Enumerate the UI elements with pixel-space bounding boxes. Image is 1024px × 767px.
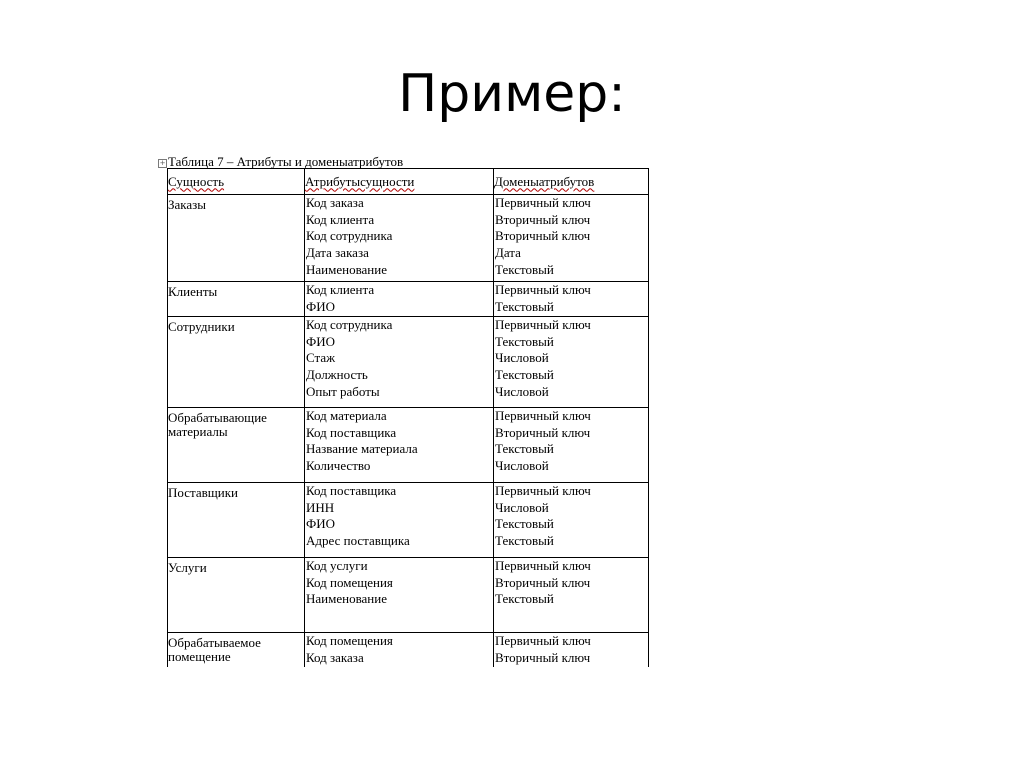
table-row (168, 483, 649, 558)
domain-item: Текстовый (495, 533, 554, 549)
attribute-item: Код сотрудника (306, 228, 393, 244)
entity-name: Обрабатывающие материалы (168, 410, 267, 439)
table-header-row (168, 169, 649, 195)
table-row (168, 317, 649, 408)
attributes-cell (305, 558, 494, 633)
entity-name: Сотрудники (168, 319, 235, 334)
entity-cell (168, 317, 305, 408)
domain-item: Числовой (495, 458, 549, 474)
attributes-cell (305, 408, 494, 483)
entity-cell (168, 558, 305, 633)
domain-item: Текстовый (495, 333, 554, 349)
domain-item: Текстовый (495, 516, 554, 532)
attribute-item: Код заказа (306, 195, 364, 210)
attributes-cell (305, 633, 494, 668)
domain-item: Текстовый (495, 591, 554, 607)
attributes-cell (305, 195, 494, 282)
domain-item: Первичный ключ (495, 483, 591, 498)
domain-item: Вторичный ключ (495, 574, 591, 590)
attribute-item: Количество (306, 458, 371, 474)
attribute-item: Код помещения (306, 633, 393, 648)
domain-item: Текстовый (495, 261, 554, 277)
attributes-cell (305, 282, 494, 317)
domain-item: Вторичный ключ (495, 228, 591, 244)
attribute-item: Код поставщика (306, 483, 397, 498)
attribute-item: Код помещения (306, 574, 393, 590)
domain-item: Первичный ключ (495, 558, 591, 573)
attribute-item: ФИО (306, 333, 336, 349)
header-domains-label: Доменыатрибутов (494, 173, 595, 189)
attribute-item: Стаж (306, 350, 336, 366)
attribute-item: Дата заказа (306, 245, 369, 261)
attribute-item: Код материала (306, 408, 387, 423)
entity-name: Услуги (168, 560, 207, 575)
domains-cell (494, 195, 649, 282)
table-caption: Таблица 7 – Атрибуты и доменыатрибутов (168, 154, 404, 169)
entity-cell (168, 633, 305, 668)
entity-name: Заказы (168, 197, 207, 212)
attributes-cell (305, 317, 494, 408)
domains-cell (494, 633, 649, 668)
entity-cell (168, 282, 305, 317)
slide-title: Пример: (398, 64, 626, 124)
domain-item: Первичный ключ (495, 317, 591, 332)
attribute-item: Наименование (306, 261, 387, 277)
attribute-item: Адрес поставщика (306, 533, 410, 549)
domain-item: Текстовый (495, 367, 554, 383)
domain-item: Числовой (495, 350, 549, 366)
table-row (168, 195, 649, 282)
domain-item: Дата (495, 245, 521, 261)
table-row (168, 282, 649, 317)
header-domains (494, 169, 649, 195)
domains-cell (494, 282, 649, 317)
attribute-item: Код сотрудника (306, 317, 393, 332)
attribute-item: ФИО (306, 298, 336, 314)
attributes-table (167, 168, 649, 667)
attribute-item: Название материала (306, 441, 418, 457)
table-row (168, 408, 649, 483)
entity-name: Обрабатываемое помещение (168, 635, 261, 664)
attribute-item: Код клиента (306, 282, 375, 297)
domain-item: Числовой (495, 383, 549, 399)
domain-item: Вторичный ключ (495, 211, 591, 227)
domain-item: Первичный ключ (495, 195, 591, 210)
domain-item: Первичный ключ (495, 282, 591, 297)
attribute-item: Код поставщика (306, 424, 397, 440)
header-entity (168, 169, 305, 195)
attribute-item: ИНН (306, 499, 335, 515)
attribute-item: Код клиента (306, 211, 375, 227)
entity-name: Клиенты (168, 284, 218, 299)
header-entity-label: Сущность (168, 173, 225, 189)
domain-item: Первичный ключ (495, 633, 591, 648)
domains-cell (494, 558, 649, 633)
table-row (168, 633, 649, 668)
domains-cell (494, 317, 649, 408)
domains-cell (494, 483, 649, 558)
attribute-item: Наименование (306, 591, 387, 607)
entity-name: Поставщики (168, 485, 238, 500)
header-attributes (305, 169, 494, 195)
entity-cell (168, 195, 305, 282)
domain-item: Вторичный ключ (495, 424, 591, 440)
entity-cell (168, 408, 305, 483)
domain-item: Текстовый (495, 298, 554, 314)
entity-cell (168, 483, 305, 558)
domain-item: Вторичный ключ (495, 649, 591, 665)
header-attributes-label: Атрибутысущности (305, 173, 415, 189)
domain-item: Числовой (495, 499, 549, 515)
table-row (168, 558, 649, 633)
domains-cell (494, 408, 649, 483)
attributes-cell (305, 483, 494, 558)
domain-item: Текстовый (495, 441, 554, 457)
attribute-item: Код заказа (306, 649, 364, 665)
attribute-item: Опыт работы (306, 383, 380, 399)
table-move-handle-icon[interactable]: + (159, 159, 166, 167)
domain-item: Первичный ключ (495, 408, 591, 423)
attribute-item: ФИО (306, 516, 336, 532)
attribute-item: Должность (306, 367, 368, 383)
attribute-item: Код услуги (306, 558, 368, 573)
